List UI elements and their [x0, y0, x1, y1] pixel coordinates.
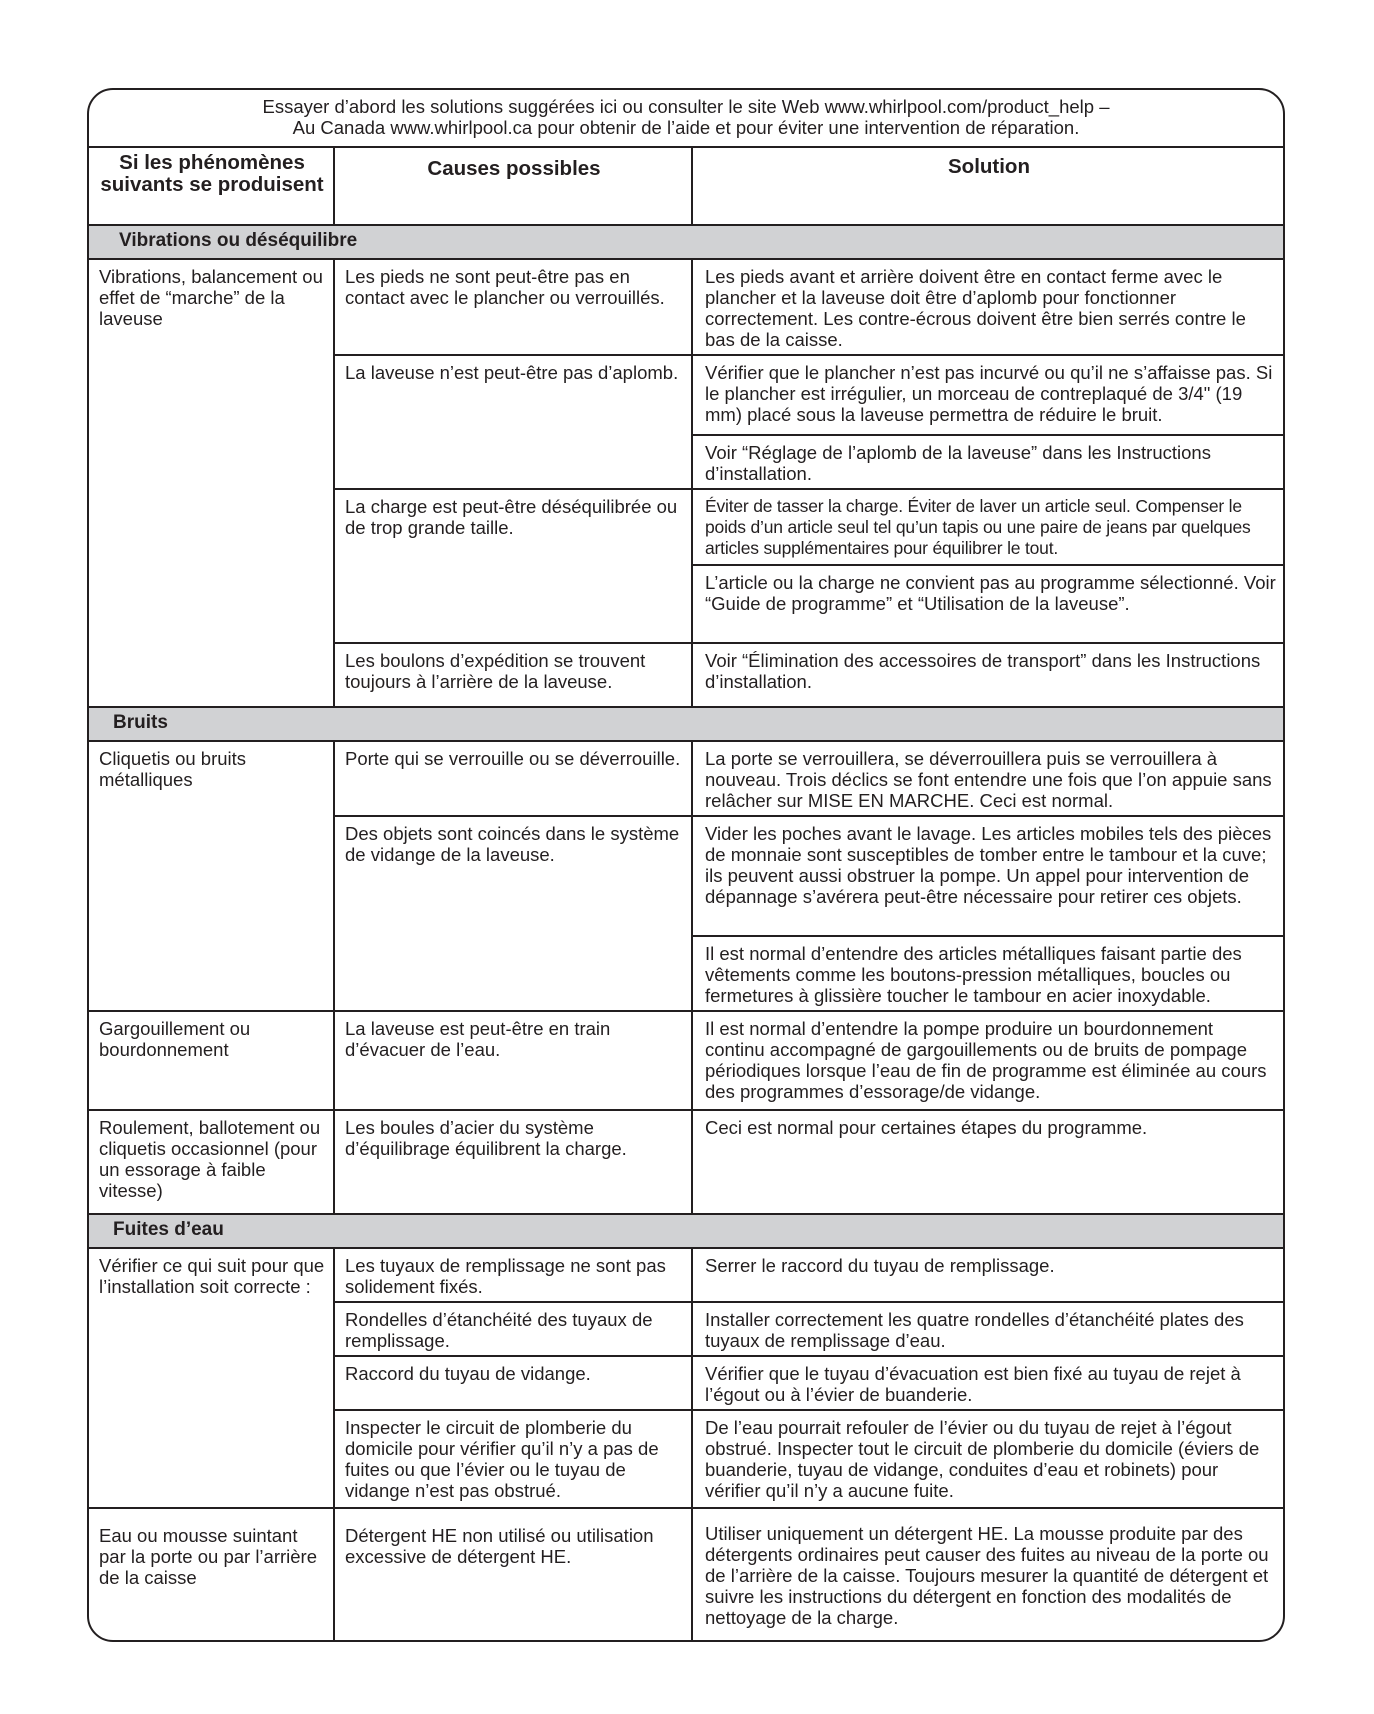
cause-cell: Des objets sont coincés dans le système de vidange de la laveuse. [334, 816, 692, 1011]
solution-cell: La porte se verrouillera, se déverrouillera puis se verrouillera à nouveau. Trois déclics se font entendre une fois que l’on appuie sans relâcher sur MISE EN MARCHE. Ceci est normal. [692, 741, 1283, 816]
header-symptom: Si les phénomènes suivants se produisent [89, 147, 334, 225]
section-vibrations: Vibrations ou déséquilibre [89, 225, 1283, 259]
cause-cell: Les boules d’acier du système d’équilibrage équilibrent la charge. [334, 1110, 692, 1214]
solution-cell: Installer correctement les quatre rondelles d’étanchéité plates des tuyaux de remplissage d’eau. [692, 1302, 1283, 1356]
solution-cell: Éviter de tasser la charge. Éviter de laver un article seul. Compenser le poids d’un article seul tel qu’un tapis ou une paire de jeans par quelques articles supplémentaires pour équilibrer le tout. [692, 489, 1283, 565]
solution-cell: Il est normal d’entendre la pompe produire un bourdonnement continu accompagné de gargouillements ou de bruits de pompage périodiques lorsque l’eau de fin de programme est éliminée au cours des programmes d’essorage/de vidange. [692, 1011, 1283, 1110]
table-row [89, 1248, 1283, 1302]
table-header-row [89, 147, 1283, 225]
cause-cell: Les pieds ne sont peut-être pas en contact avec le plancher ou verrouillés. [334, 259, 692, 355]
cause-cell: Porte qui se verrouille ou se déverrouille. [334, 741, 692, 816]
symptom-cell: Cliquetis ou bruits métalliques [89, 741, 334, 1011]
table-row [89, 741, 1283, 816]
table-row [89, 1110, 1283, 1214]
solution-cell: Vérifier que le tuyau d’évacuation est bien fixé au tuyau de rejet à l’égout ou à l’évier de buanderie. [692, 1356, 1283, 1410]
troubleshooting-panel [87, 88, 1285, 1642]
intro-line-1: Essayer d’abord les solutions suggérées ici ou consulter le site Web www.whirlpool.com/product_help – [262, 96, 1110, 117]
symptom-cell: Gargouillement ou bourdonnement [89, 1011, 334, 1110]
cause-cell: La charge est peut-être déséquilibrée ou de trop grande taille. [334, 489, 692, 643]
cause-cell: La laveuse n’est peut-être pas d’aplomb. [334, 355, 692, 489]
cause-cell: La laveuse est peut-être en train d’évacuer de l’eau. [334, 1011, 692, 1110]
solution-cell: Vider les poches avant le lavage. Les articles mobiles tels des pièces de monnaie sont susceptibles de tomber entre le tambour et la cuve; ils peuvent aussi obstruer la pompe. Un appel pour intervention de dépannage s’avérera peut-être nécessaire pour retirer ces objets. [692, 816, 1283, 936]
cause-cell: Inspecter le circuit de plomberie du domicile pour vérifier qu’il n’y a pas de fuites ou que l’évier ou le tuyau de vidange n’est pas obstrué. [334, 1410, 692, 1508]
symptom-cell: Vérifier ce qui suit pour que l’installation soit correcte : [89, 1248, 334, 1508]
cause-cell: Raccord du tuyau de vidange. [334, 1356, 692, 1410]
solution-cell: Ceci est normal pour certaines étapes du programme. [692, 1110, 1283, 1214]
cause-cell: Rondelles d’étanchéité des tuyaux de remplissage. [334, 1302, 692, 1356]
header-solution: Solution [692, 147, 1283, 225]
section-fuites: Fuites d’eau [89, 1214, 1283, 1248]
table-row [89, 1508, 1283, 1642]
troubleshooting-table [89, 146, 1283, 1642]
solution-cell: Voir “Élimination des accessoires de transport” dans les Instructions d’installation. [692, 643, 1283, 707]
solution-cell: Vérifier que le plancher n’est pas incurvé ou qu’il ne s’affaisse pas. Si le plancher est irrégulier, un morceau de contreplaqué de 3/4" (19 mm) placé sous la laveuse permettra de réduire le bruit. [692, 355, 1283, 435]
section-row [89, 1214, 1283, 1248]
section-row [89, 707, 1283, 741]
solution-cell: Les pieds avant et arrière doivent être en contact ferme avec le plancher et la laveuse doit être d’aplomb pour fonctionner correctement. Les contre-écrous doivent être bien serrés contre le bas de la caisse. [692, 259, 1283, 355]
solution-cell: L’article ou la charge ne convient pas au programme sélectionné. Voir “Guide de programme” et “Utilisation de la laveuse”. [692, 565, 1283, 643]
table-row [89, 259, 1283, 355]
header-causes: Causes possibles [334, 147, 692, 225]
solution-cell: Utiliser uniquement un détergent HE. La mousse produite par des détergents ordinaires peut causer des fuites au niveau de la porte ou de l’arrière de la caisse. Toujours mesurer la quantité de détergent et suivre les instructions du détergent en fonction des modalités de nettoyage de la charge. [692, 1508, 1283, 1642]
cause-cell: Les tuyaux de remplissage ne sont pas solidement fixés. [334, 1248, 692, 1302]
solution-cell: De l’eau pourrait refouler de l’évier ou du tuyau de rejet à l’égout obstrué. Inspecter tout le circuit de plomberie du domicile (éviers de buanderie, tuyau de vidange, conduites d’eau et robinets) pour vérifier qu’il n’y a aucune fuite. [692, 1410, 1283, 1508]
solution-cell: Serrer le raccord du tuyau de remplissage. [692, 1248, 1283, 1302]
symptom-cell: Roulement, ballotement ou cliquetis occasionnel (pour un essorage à faible vitesse) [89, 1110, 334, 1214]
intro-line-2: Au Canada www.whirlpool.ca pour obtenir de l’aide et pour éviter une intervention de réparation. [292, 117, 1080, 138]
symptom-cell: Vibrations, balancement ou effet de “marche” de la laveuse [89, 259, 334, 707]
symptom-cell: Eau ou mousse suintant par la porte ou par l’arrière de la caisse [89, 1508, 334, 1642]
section-bruits: Bruits [89, 707, 1283, 741]
section-row [89, 225, 1283, 259]
solution-cell: Il est normal d’entendre des articles métalliques faisant partie des vêtements comme les boutons-pression métalliques, boucles ou fermetures à glissière toucher le tambour en acier inoxydable. [692, 936, 1283, 1011]
solution-cell: Voir “Réglage de l’aplomb de la laveuse” dans les Instructions d’installation. [692, 435, 1283, 489]
intro-text [89, 90, 1283, 146]
cause-cell: Détergent HE non utilisé ou utilisation excessive de détergent HE. [334, 1508, 692, 1642]
table-row [89, 1011, 1283, 1110]
cause-cell: Les boulons d’expédition se trouvent toujours à l’arrière de la laveuse. [334, 643, 692, 707]
